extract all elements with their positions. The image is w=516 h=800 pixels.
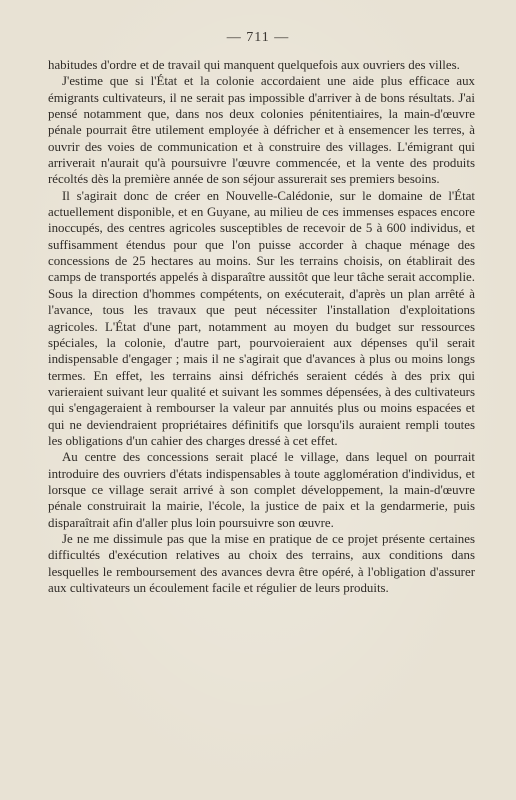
paragraph-4: Au centre des concessions serait placé le village, dans lequel on pourrait introduire des ouvriers d'états indispensables à toute agglomération d'individus, et lorsque ce village serait arrivé à son complet développement, la main-d'œuvre pénale construirait la mairie, l'école, la justice de paix et la gendarmerie, puis disparaîtrait afin d'aller plus loin poursuivre son œuvre. <box>48 450 475 530</box>
paragraph-2: J'estime que si l'État et la colonie accordaient une aide plus efficace aux émigrants cultivateurs, il ne serait pas impossible d'arriver à de bons résultats. J'ai pensé notamment que, dans nos deux colonies pénitentiaires, la main-d'œuvre pénale pourrait être utilement employée à défricher et à ensemencer les terres, à ouvrir des voies de communication et à construire des villages. L'émigrant qui arriverait n'aurait qu'à poursuivre l'œuvre commencée, et la vente des produits récoltés dès la première année de son séjour assurerait ses premiers besoins. <box>48 74 475 187</box>
paragraph-1: habitudes d'ordre et de travail qui manquent quelquefois aux ouvriers des villes. <box>48 58 460 72</box>
paragraph-3: Il s'agirait donc de créer en Nouvelle-Calédonie, sur le domaine de l'État actuellement disponible, et en Guyane, au milieu de ces immenses espaces encore inoccupés, des centres agricoles susceptibles de recevoir de 5 à 600 individus, et suffisamment étendus pour que l'on puisse accorder à chaque ménage des concessions de 25 hectares au moins. Sur les terrains choisis, on établirait des camps de transportés appelés à disparaître aussitôt que leur tâche serait accomplie. Sous la direction d'hommes compétents, on exécuterait, d'après un plan arrêté à l'avance, tous les travaux que peut nécessiter l'installation d'exploitations agricoles. L'État d'une part, notamment au moyen du budget sur ressources spéciales, la colonie, d'autre part, pourvoieraient aux dépenses qu'il serait indispensable d'engager ; mais il ne s'agirait que d'avances à plus ou moins longs termes. En effet, les terrains ainsi défrichés seraient cédés à des prix qui varieraient suivant leur qualité et suivant les sommes dépensées, à des cultivateurs qui s'engageraient à rembourser la valeur par annuités plus ou moins espacées et qui ne deviendraient propriétaires définitifs que lorsqu'ils auraient rempli toutes les obligations d'un cahier des charges dressé à cet effet. <box>48 188 475 448</box>
page-body <box>48 57 475 596</box>
page-number: — 711 — <box>226 30 290 45</box>
paragraph-5: Je ne me dissimule pas que la mise en pratique de ce projet présente certaines difficultés d'exécution relatives au choix des terrains, aux conditions dans lesquelles le remboursement des avances devra être opéré, à l'obligation d'assurer aux cultivateurs un écoulement facile et régulier de leurs produits. <box>48 531 475 595</box>
